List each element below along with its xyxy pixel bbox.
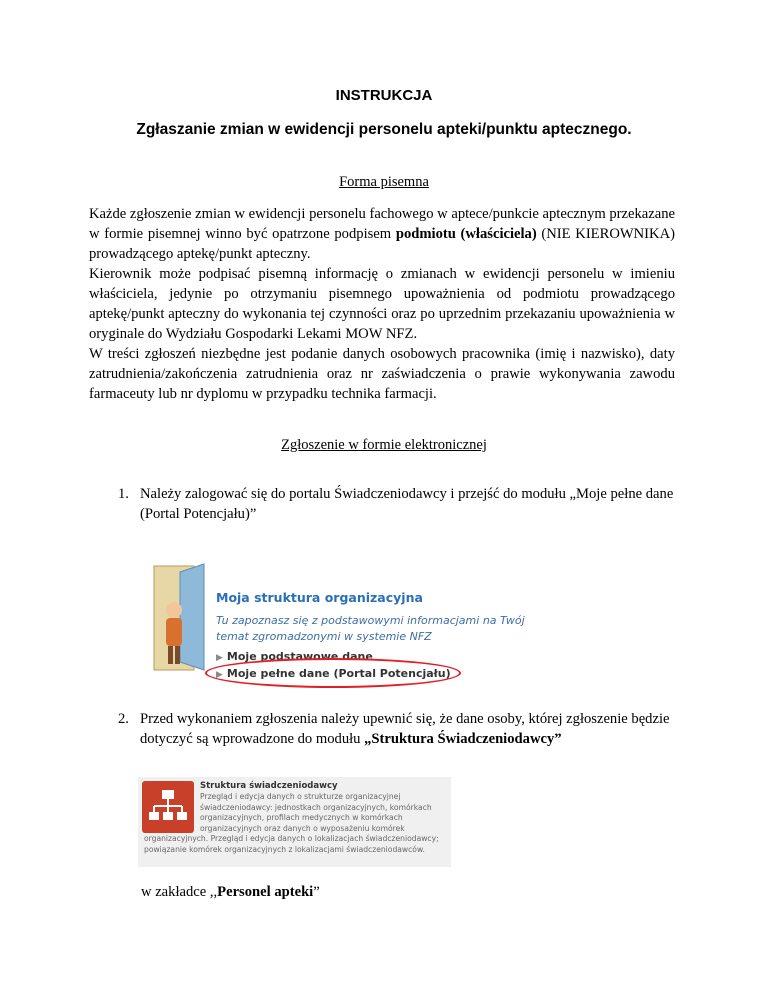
org-chart-icon: [142, 781, 194, 833]
tab-instruction: w zakładce ,,Personel apteki”: [141, 884, 320, 900]
step-text: Przed wykonaniem zgłoszenia należy upewnić się, że dane osoby, której zgłoszenie będzie dotyczyć są wprowadzone do modułu „Struktura Świadczeniodawcy”: [140, 711, 670, 747]
tile-description-cont: organizacyjnych. Przegląd i edycja danych o lokalizacjach świadczeniodawcy; powiązanie komórek organizacyjnych z lokalizacjami świadczeniodawców.: [144, 834, 439, 854]
section-description: Tu zapoznasz się z podstawowymi informacjami na Twój temat zgromadzonymi w systemie NFZ: [216, 614, 525, 643]
paragraph-written-form: [89, 204, 675, 404]
document-title: INSTRUKCJA: [335, 87, 433, 104]
paragraph-manager-authorization: Kierownik może podpisać pisemną informację o zmianach w ewidencji personelu w imieniu właściciela, jedynie po otrzymaniu pisemnego upoważnienia od podmiotu prowadzącego aptekę/punkt apteczny do wykonania tej czynności oraz po uprzednim przekazaniu upoważnienia w oryginale do Wydziału Gospodarki Lekami MOW NFZ.: [89, 266, 675, 342]
tile-description: Przegląd i edycja danych o strukturze organizacyjnej świadczeniodawcy: jednostkach organizacyjnych, komórkach organizacyjnych, profilach medycznych w komórkach organizacyjnych oraz danych o wyposażeniu komórek: [200, 792, 432, 833]
provider-structure-screenshot: [138, 777, 451, 867]
section-heading-written: Forma pisemna: [339, 174, 429, 190]
paragraph-signature-rule: Każde zgłoszenie zmian w ewidencji personelu fachowego w aptece/punkcie aptecznym przekazane w formie pisemnej winno być opatrzone podpisem podmiotu (właściciela) (NIE KIEROWNIKA) prowadzącego aptekę/punkt apteczny.: [89, 206, 675, 262]
triangle-right-icon: ▶: [216, 670, 223, 680]
highlight-circle: [205, 658, 461, 688]
door-person-icon: [150, 562, 206, 672]
paragraph-required-data: W treści zgłoszeń niezbędne jest podanie danych osobowych pracownika (imię i nazwisko), daty zatrudnienia/zakończenia zatrudnienia oraz nr zaświadczenia o prawie wykonywania zawodu farmaceuty lub nr dyplomu w przypadku technika farmacji.: [89, 346, 675, 402]
step-number: 1.: [118, 486, 129, 502]
link-basic-data[interactable]: ▶ Moje podstawowe dane: [216, 650, 373, 663]
link-full-data[interactable]: ▶ Moje pełne dane (Portal Potencjału): [216, 667, 451, 680]
tile-heading[interactable]: Struktura świadczeniodawcy: [200, 781, 338, 791]
step-number: 2.: [118, 711, 129, 727]
section-heading: Moja struktura organizacyjna: [216, 590, 423, 605]
triangle-right-icon: ▶: [216, 653, 223, 663]
step-text: Należy zalogować się do portalu Świadczeniodawcy i przejść do modułu „Moje pełne dane (Portal Potencjału)”: [140, 486, 674, 522]
section-heading-electronic: Zgłoszenie w formie elektronicznej: [281, 437, 487, 453]
document-subtitle: Zgłaszanie zmian w ewidencji personelu apteki/punktu aptecznego.: [136, 121, 632, 138]
